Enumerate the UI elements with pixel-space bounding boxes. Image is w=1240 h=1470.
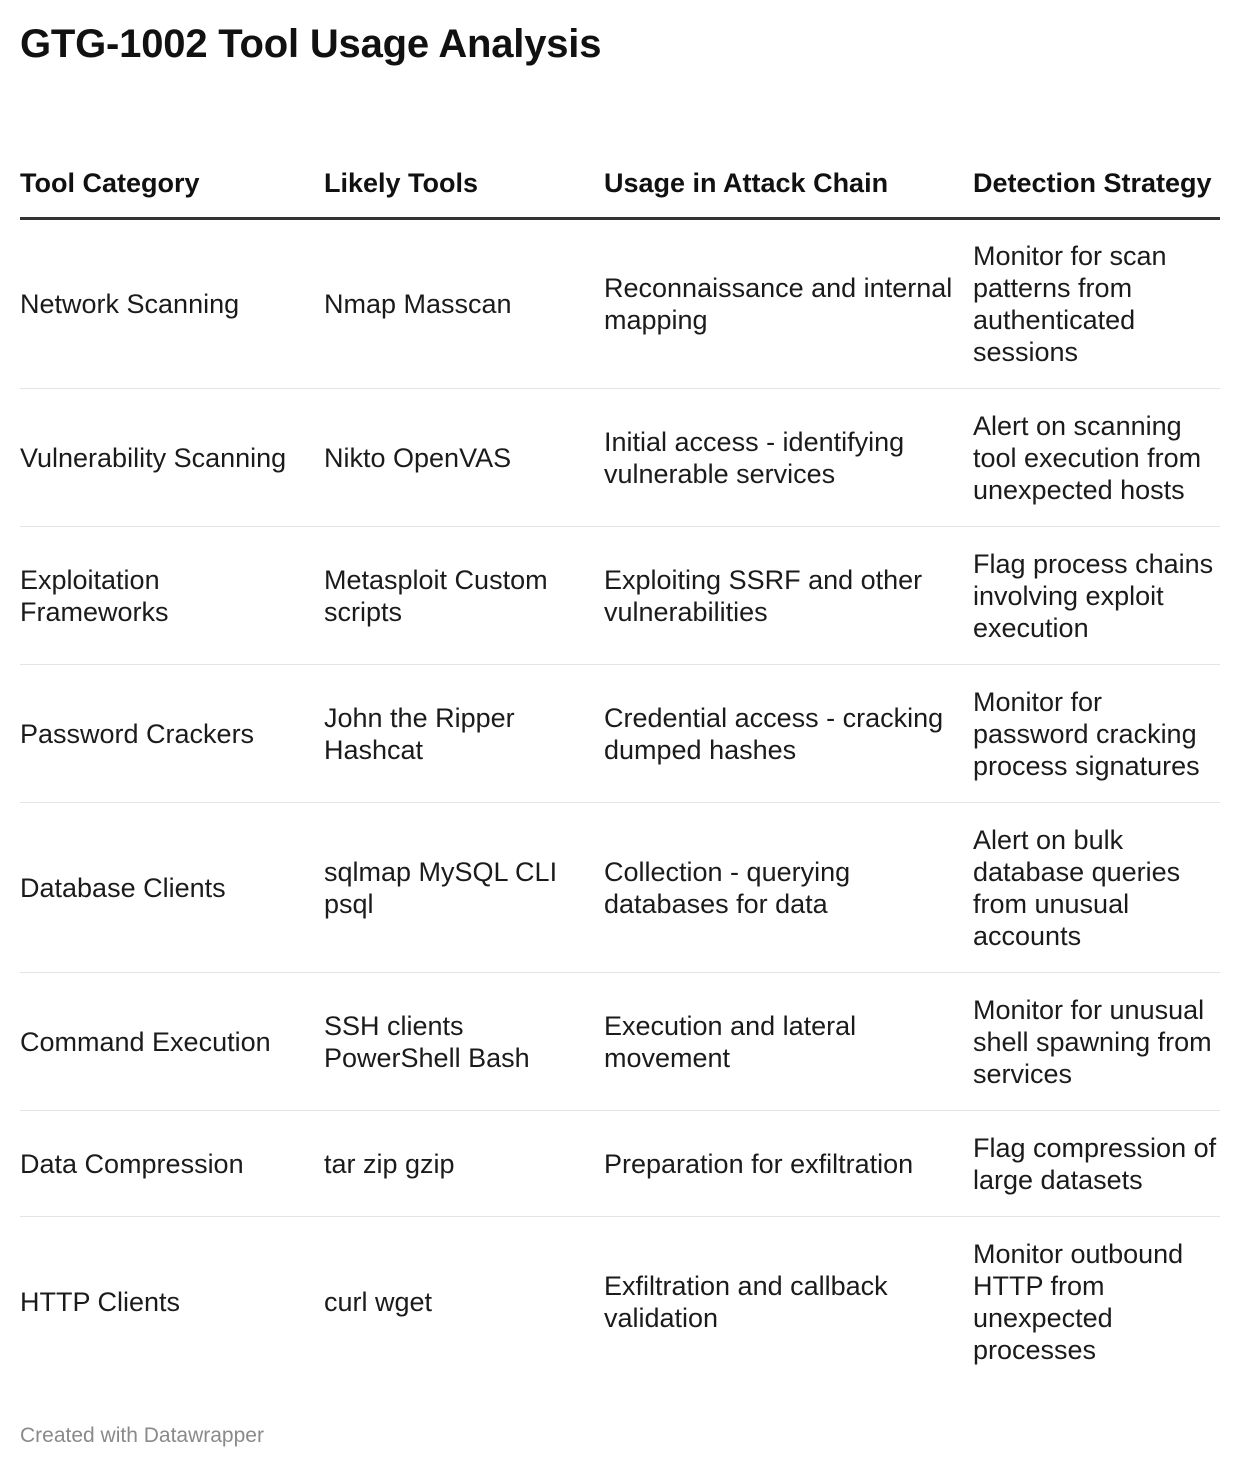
cell-text: sqlmap MySQL CLI psql [324,856,558,919]
cell-detection-strategy [973,803,1220,973]
cell-usage [604,219,973,389]
cell-tool-category [20,219,324,389]
cell-usage [604,803,973,973]
table-row [20,665,1220,803]
cell-text: Preparation for exfiltration [604,1148,914,1179]
cell-text: Reconnaissance and internal mapping [604,273,953,335]
cell-detection-strategy [973,219,1220,389]
cell-text: Flag compression of large datasets [973,1132,1217,1195]
header-row [20,122,1220,219]
cell-text: Metasploit Custom scripts [324,564,548,627]
chart-title: GTG-1002 Tool Usage Analysis [20,22,602,66]
cell-usage [604,389,973,527]
cell-text: Exploiting SSRF and other vulnerabilities [604,564,923,627]
cell-text: curl wget [324,1286,433,1317]
cell-tool-category [20,527,324,665]
cell-text: Flag process chains involving exploit execution [973,548,1214,643]
cell-likely-tools [324,389,604,527]
cell-text: Vulnerability Scanning [20,442,287,473]
cell-text: Password Crackers [20,718,255,749]
cell-tool-category [20,665,324,803]
cell-likely-tools [324,1111,604,1217]
cell-tool-category [20,803,324,973]
cell-usage [604,973,973,1111]
cell-text: John the Ripper Hashcat [324,702,515,765]
cell-text: Nmap Masscan [324,289,512,319]
cell-detection-strategy [973,665,1220,803]
cell-text: Monitor for scan patterns from authenticated sessions [973,241,1167,367]
cell-detection-strategy [973,973,1220,1111]
cell-tool-category [20,1217,324,1387]
table-header [20,122,1220,219]
cell-text: Collection - querying databases for data [604,856,851,919]
cell-text: Monitor outbound HTTP from unexpected processes [973,1238,1184,1365]
cell-text: Nikto OpenVAS [324,442,512,473]
cell-usage [604,1217,973,1387]
cell-text: Execution and lateral movement [604,1010,857,1073]
cell-text: Alert on scanning tool execution from unexpected hosts [973,410,1202,505]
cell-tool-category [20,973,324,1111]
table-row [20,803,1220,973]
header-likely-tools: Likely Tools [324,122,604,219]
table-row [20,1217,1220,1387]
tool-usage-table [20,122,1220,1387]
table-body [20,219,1220,1387]
cell-text: Exfiltration and callback validation [604,1270,888,1333]
cell-text: Network Scanning [20,289,240,319]
cell-usage [604,527,973,665]
cell-likely-tools [324,973,604,1111]
cell-text: Credential access - cracking dumped hashes [604,702,944,765]
cell-detection-strategy [973,389,1220,527]
header-detection-strategy: Detection Strategy [973,122,1220,219]
cell-detection-strategy [973,1111,1220,1217]
table-row [20,527,1220,665]
cell-text: Monitor for unusual shell spawning from services [973,994,1212,1089]
cell-likely-tools [324,1217,604,1387]
header-usage-in-attack-chain: Usage in Attack Chain [604,122,973,219]
footer-credit: Created with Datawrapper [20,1424,264,1447]
cell-text: Data Compression [20,1148,244,1179]
cell-tool-category [20,389,324,527]
cell-detection-strategy [973,1217,1220,1387]
table-row [20,389,1220,527]
cell-text: Alert on bulk database queries from unusual accounts [973,824,1181,951]
cell-likely-tools [324,219,604,389]
cell-likely-tools [324,527,604,665]
cell-text: Monitor for password cracking process signatures [973,686,1200,781]
cell-text: Initial access - identifying vulnerable services [604,426,905,489]
cell-tool-category [20,1111,324,1217]
cell-likely-tools [324,803,604,973]
cell-text: Exploitation Frameworks [20,564,169,627]
header-tool-category: Tool Category [20,122,324,219]
table-row [20,973,1220,1111]
table-row [20,1111,1220,1217]
cell-text: Database Clients [20,872,226,903]
cell-text: tar zip gzip [324,1148,455,1179]
cell-usage [604,1111,973,1217]
cell-text: HTTP Clients [20,1286,181,1317]
cell-detection-strategy [973,527,1220,665]
cell-text: Command Execution [20,1026,271,1057]
cell-text: SSH clients PowerShell Bash [324,1010,530,1073]
table-row [20,219,1220,389]
cell-usage [604,665,973,803]
cell-likely-tools [324,665,604,803]
